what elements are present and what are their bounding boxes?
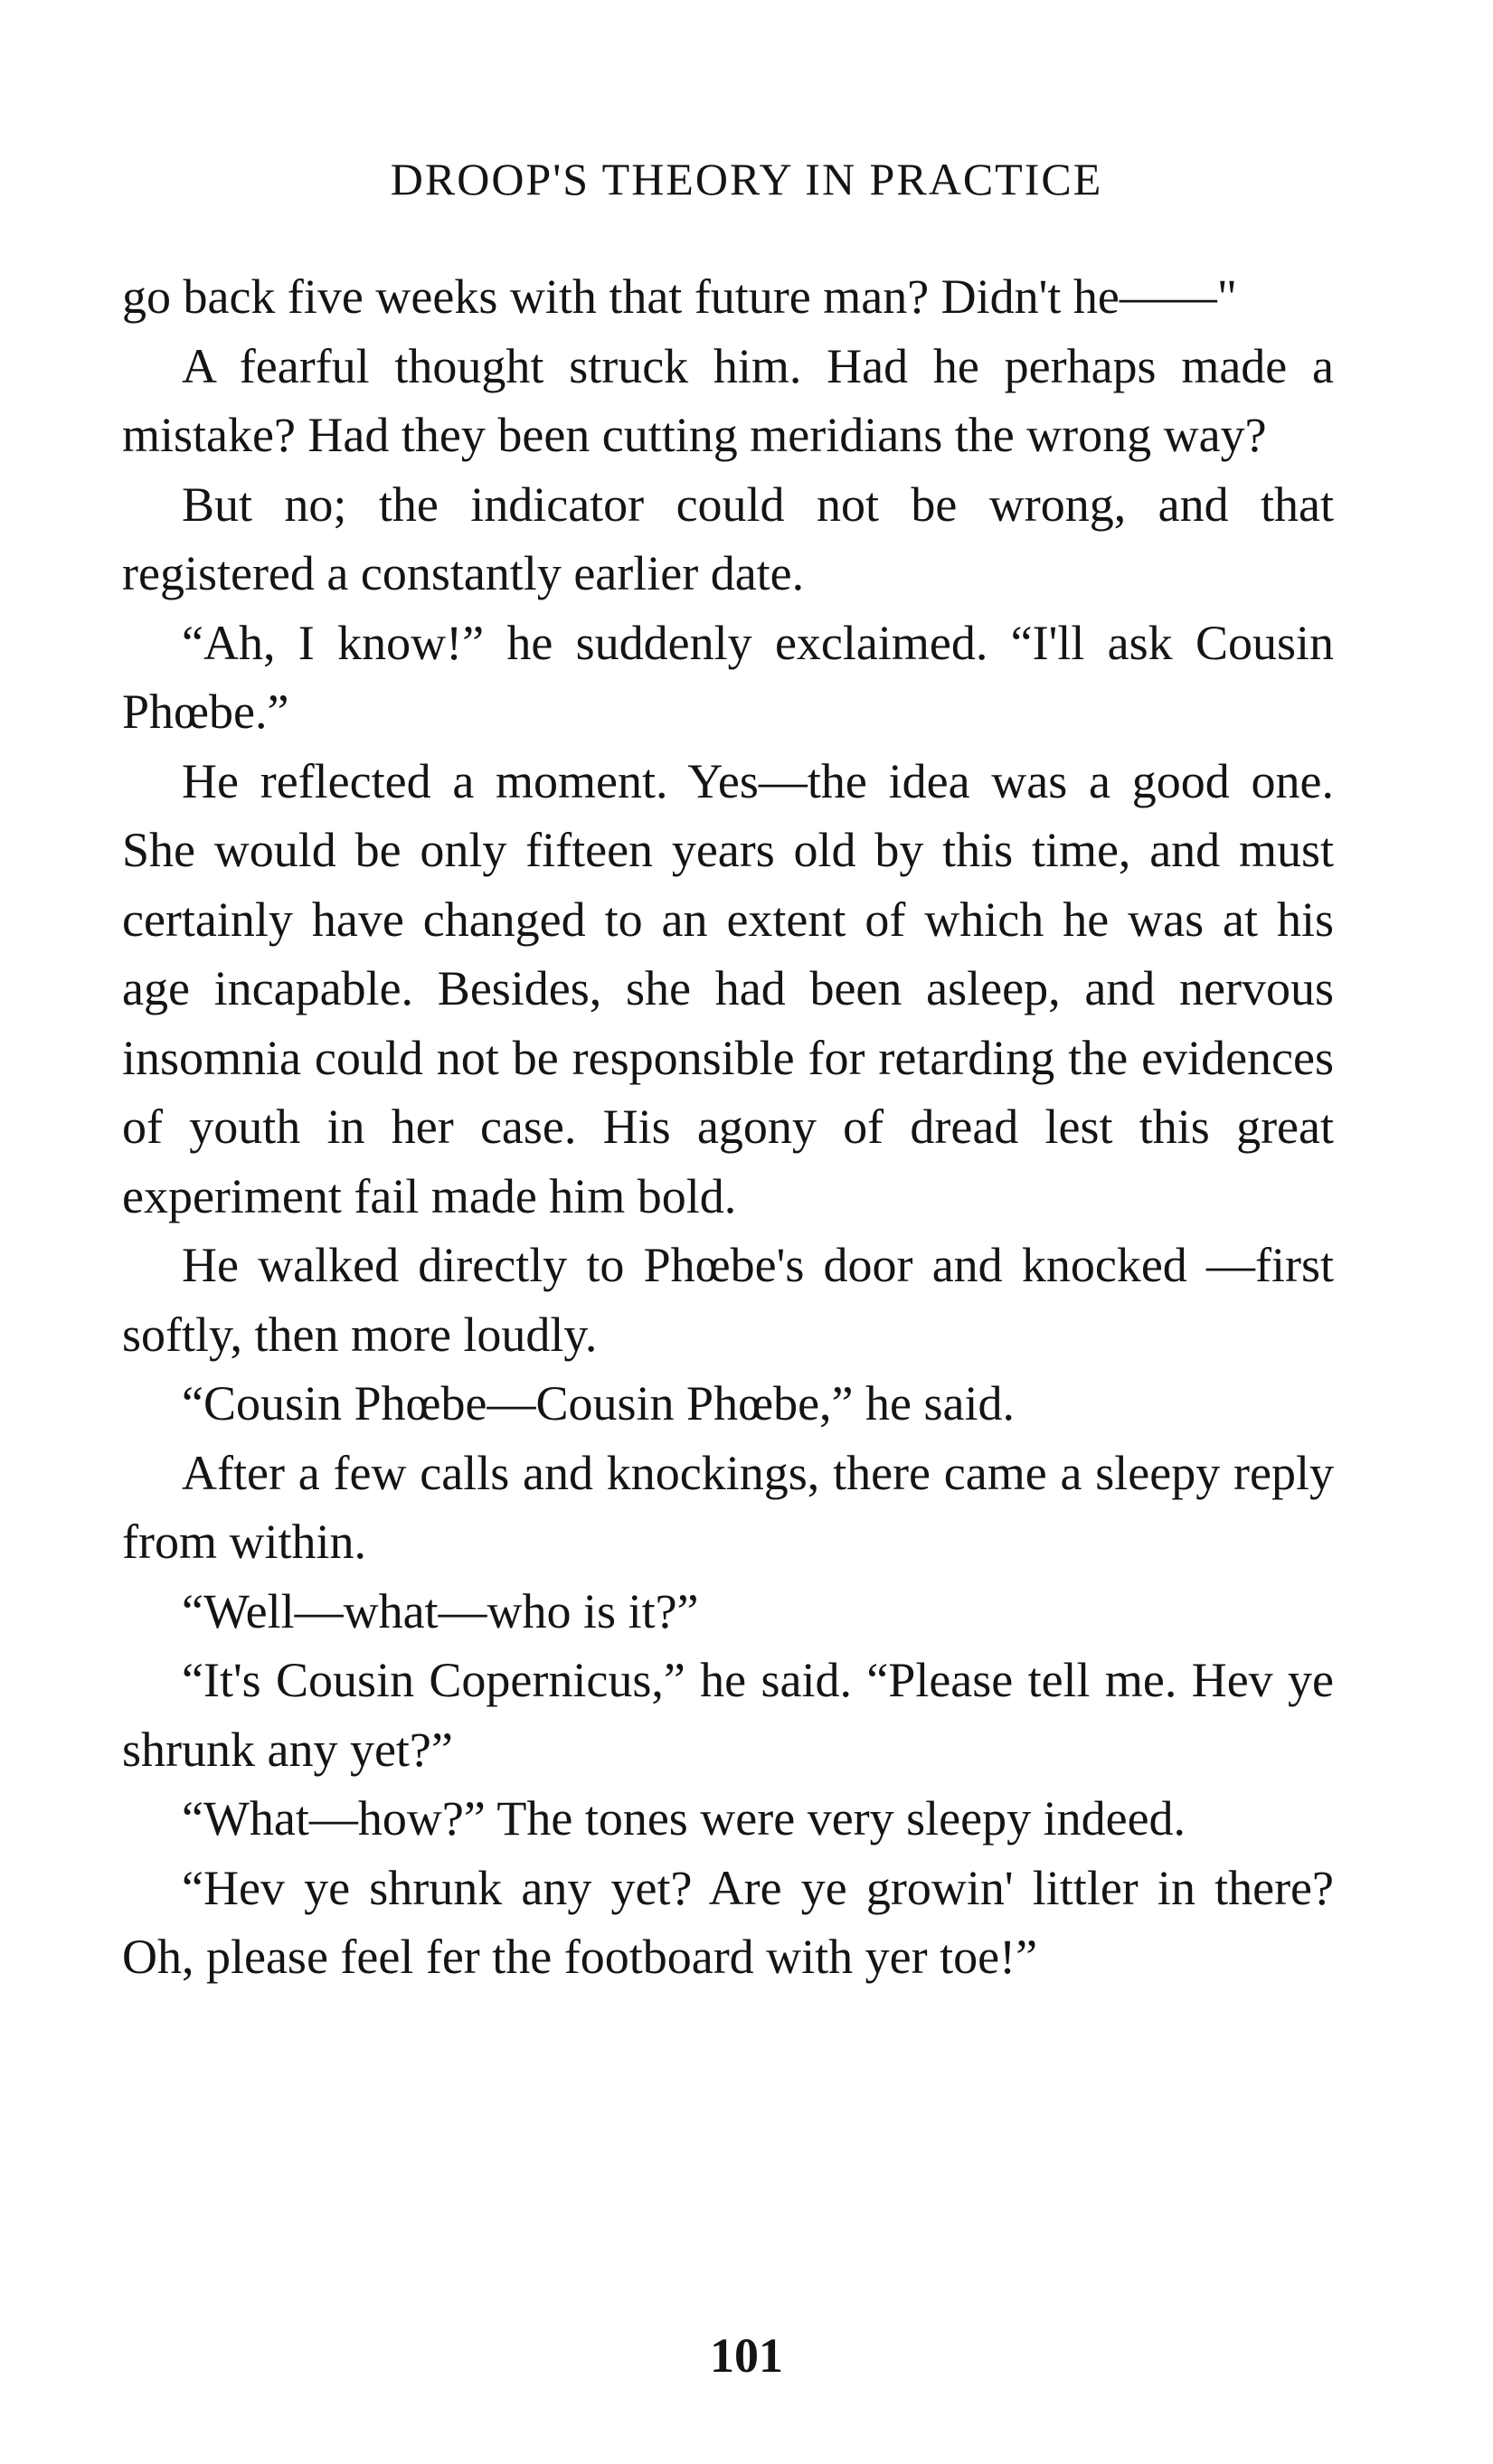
paragraph: “What—how?” The tones were very sleepy indeed. bbox=[182, 1791, 1186, 1846]
paragraph: But no; the indicator could not be wrong, and that registered a constantly earlier date. bbox=[122, 477, 1334, 600]
page-number: 101 bbox=[710, 2328, 783, 2383]
paragraph: “Hev ye shrunk any yet? Are ye growin' littler in there? Oh, please feel fer the footboard with yer toe!” bbox=[122, 1860, 1334, 1984]
body-text bbox=[122, 262, 1334, 1992]
paragraph: “Well—what—who is it?” bbox=[182, 1583, 699, 1638]
paragraph: He reflected a moment. Yes—the idea was a good one. She would be only fifteen years old by this time, and must certainly have changed to an extent of which he was at his age incapable. Besides, she had been asleep, and nervous insomnia could not be responsible for retarding the evidences of youth in her case. His agony of dread lest this great experiment fail made him bold. bbox=[122, 753, 1334, 1223]
paragraph: He walked directly to Phœbe's door and knocked —first softly, then more loudly. bbox=[122, 1238, 1334, 1362]
paragraph: A fearful thought struck him. Had he perhaps made a mistake? Had they been cutting meridians the wrong way? bbox=[122, 338, 1334, 462]
paragraph: “Cousin Phœbe—Cousin Phœbe,” he said. bbox=[182, 1376, 1015, 1430]
paragraph: go back five weeks with that future man? Didn't he——" bbox=[122, 269, 1237, 324]
paragraph: “It's Cousin Copernicus,” he said. “Please tell me. Hev ye shrunk any yet?” bbox=[122, 1653, 1334, 1777]
running-head: DROOP'S THEORY IN PRACTICE bbox=[390, 154, 1103, 204]
paragraph: After a few calls and knockings, there came a sleepy reply from within. bbox=[122, 1445, 1334, 1569]
paragraph: “Ah, I know!” he suddenly exclaimed. “I'll ask Cousin Phœbe.” bbox=[122, 615, 1334, 739]
